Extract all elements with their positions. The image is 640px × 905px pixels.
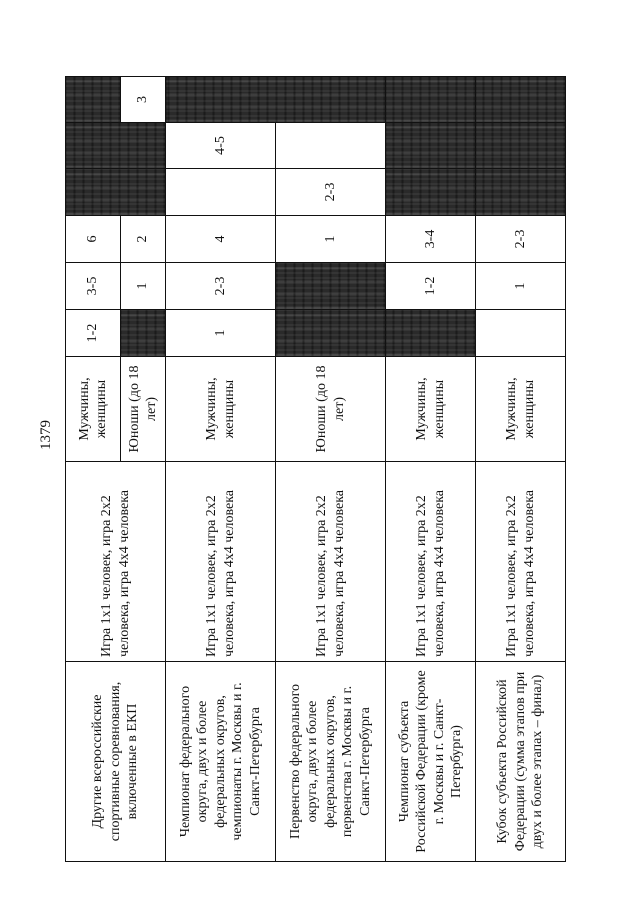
group-cell: Юноши (до 18 лет) — [121, 357, 166, 462]
event-cell: Чемпионат федерального округа, двух и более федеральных округов, чемпионаты г. Москвы и г. Санкт-Петербурга — [166, 662, 276, 862]
discipline-cell: Игра 1x1 человек, игра 2x2 человека, игра 4x4 человека — [476, 462, 566, 662]
place-cell — [166, 169, 276, 216]
place-cell — [276, 123, 386, 169]
event-cell: Первенство федерального округа, двух и более федеральных округов, первенства г. Москвы и г. Санкт-Петербурга — [276, 662, 386, 862]
shaded-cell — [476, 77, 566, 123]
discipline-cell: Игра 1x1 человек, игра 2x2 человека, игра 4x4 человека — [276, 462, 386, 662]
shaded-cell — [66, 169, 166, 216]
shaded-cell — [166, 77, 386, 123]
shaded-cell — [386, 169, 476, 216]
page-number: 1379 — [38, 420, 54, 450]
place-cell: 2-3 — [166, 263, 276, 310]
place-cell: 1 — [476, 263, 566, 310]
discipline-cell: Игра 1x1 человек, игра 2x2 человека, игра 4x4 человека — [386, 462, 476, 662]
table-row — [276, 77, 386, 862]
place-cell: 2 — [121, 216, 166, 263]
shaded-cell — [386, 77, 476, 123]
place-cell — [476, 310, 566, 357]
discipline-cell: Игра 1x1 человек, игра 2x2 человека, игра 4x4 человека — [166, 462, 276, 662]
shaded-cell — [276, 310, 386, 357]
group-cell: Мужчины, женщины — [166, 357, 276, 462]
place-cell: 3 — [121, 77, 166, 123]
event-cell: Кубок субъекта Российской Федерации (сумма этапов при двух и более этапах – финал) — [476, 662, 566, 862]
place-cell: 2-3 — [476, 216, 566, 263]
sports-ranking-table — [65, 76, 566, 862]
place-cell: 6 — [66, 216, 121, 263]
event-cell: Другие всероссийские спортивные соревнования, включенные в ЕКП — [66, 662, 166, 862]
shaded-cell — [386, 123, 476, 169]
event-cell: Чемпионат субъекта Российской Федерации (кроме г. Москвы и г. Санкт-Петербурга) — [386, 662, 476, 862]
place-cell: 1 — [121, 263, 166, 310]
table-row — [476, 77, 566, 862]
table-row — [66, 77, 121, 862]
table-row — [386, 77, 476, 862]
place-cell: 2-3 — [276, 169, 386, 216]
place-cell: 1-2 — [66, 310, 121, 357]
group-cell: Юноши (до 18 лет) — [276, 357, 386, 462]
table-rotated-container — [65, 77, 565, 862]
place-cell: 3-5 — [66, 263, 121, 310]
shaded-cell — [66, 123, 166, 169]
shaded-cell — [66, 77, 121, 123]
group-cell: Мужчины, женщины — [476, 357, 566, 462]
shaded-cell — [276, 263, 386, 310]
place-cell: 1-2 — [386, 263, 476, 310]
table-row — [166, 77, 276, 862]
shaded-cell — [476, 123, 566, 169]
discipline-cell: Игра 1x1 человек, игра 2x2 человека, игра 4x4 человека — [66, 462, 166, 662]
place-cell: 4 — [166, 216, 276, 263]
place-cell: 4-5 — [166, 123, 276, 169]
place-cell: 1 — [276, 216, 386, 263]
place-cell: 1 — [166, 310, 276, 357]
shaded-cell — [386, 310, 476, 357]
shaded-cell — [476, 169, 566, 216]
place-cell: 3-4 — [386, 216, 476, 263]
group-cell: Мужчины, женщины — [386, 357, 476, 462]
shaded-cell — [121, 310, 166, 357]
group-cell: Мужчины, женщины — [66, 357, 121, 462]
